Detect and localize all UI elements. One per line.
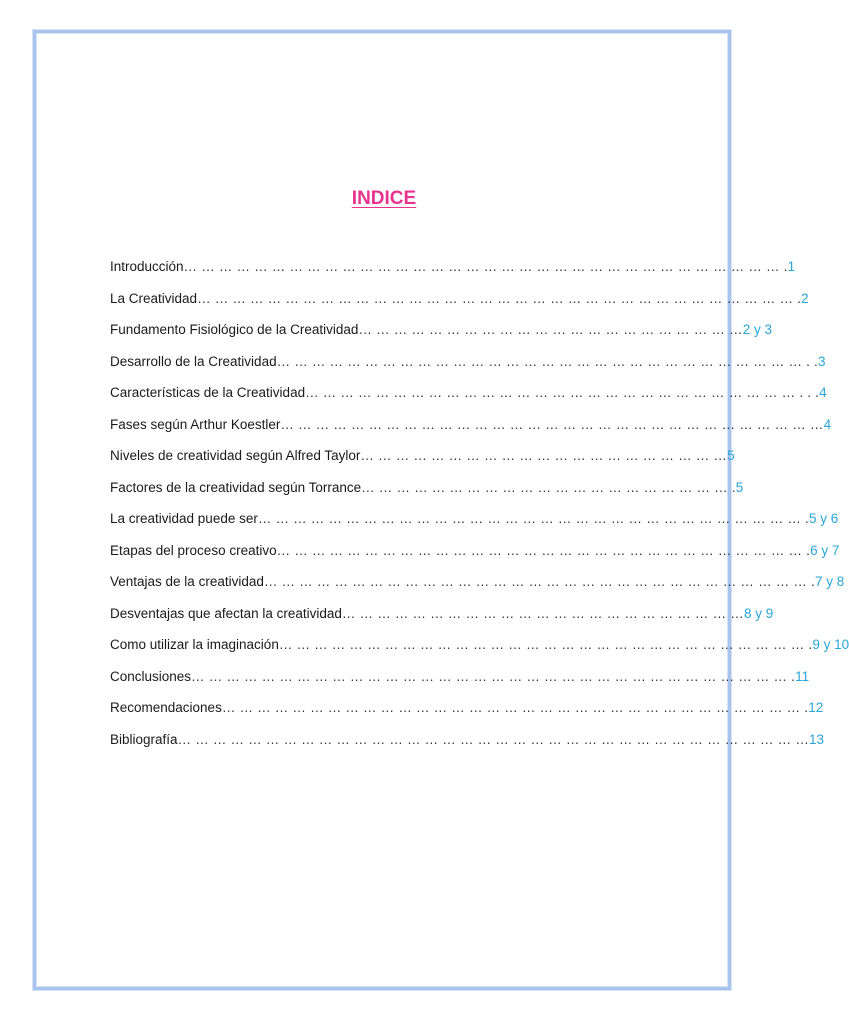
entry-title: Ventajas de la creatividad — [110, 574, 264, 589]
entry-leader: … … … … … … … … … … … … … … … … … … … … … … … … … … … … … … … . — [263, 574, 815, 589]
entry-leader: … … … … … … … … … … … … … … … … … … … … … … … … … … … … … … … . — [257, 511, 809, 526]
entry-title: Características de la Creatividad — [110, 385, 306, 400]
toc-entry — [110, 666, 810, 698]
entry-page-number: 6 y 7 — [810, 542, 840, 558]
toc-entry — [110, 288, 809, 320]
toc-entry — [110, 351, 826, 383]
toc-entry — [110, 729, 825, 761]
entry-leader: … … … … … … … … … … … … … … … … … … … … … … … … … … … … . . . — [305, 385, 820, 400]
entry-page-number: 2 y 3 — [742, 322, 773, 337]
toc-entry — [110, 414, 832, 446]
entry-page-number: 12 — [808, 700, 824, 715]
entry-page-number: 13 — [809, 731, 825, 747]
entry-leader: … … … … … … … … … … … … … … … … … … … … … … … … … … … … … … . . — [276, 353, 818, 369]
entry-leader: … … … … … … … … … … … … … … … … … … … … … … … … … … … … … … … … … … . — [191, 668, 796, 684]
toc-entry — [110, 319, 773, 351]
table-of-contents — [110, 256, 849, 760]
entry-page-number: 11 — [795, 668, 810, 684]
entry-title: Desventajas que afectan la creatividad — [110, 605, 342, 621]
page-title: INDICE — [351, 188, 417, 209]
entry-title: Como utilizar la imaginación — [110, 637, 279, 652]
toc-entry — [110, 603, 774, 635]
entry-title: Conclusiones — [110, 668, 192, 684]
entry-title: Fases según Arthur Koestler — [110, 416, 281, 432]
entry-leader: … … … … … … … … … … … … … … … … … … … … … … … … … … … … … … . — [278, 637, 813, 652]
entry-title: La Creatividad — [110, 290, 198, 306]
entry-leader: … … … … … … … … … … … … … … … … … … … … … … … … … … … … … … … … … … . — [183, 259, 788, 274]
entry-leader: … … … … … … … … … … … … … … … … … … … … … … … … … … … … … … … … … … … … — [177, 731, 810, 747]
entry-page-number: 4 — [823, 416, 832, 432]
toc-entry — [110, 697, 824, 729]
entry-leader: … … … … … … … … … … … … … … … … … … … … … … … … … … … … … … … … … . — [221, 700, 809, 715]
toc-entry — [110, 571, 845, 603]
entry-page-number: 2 — [801, 290, 809, 306]
toc-entry — [110, 508, 839, 540]
entry-leader: … … … … … … … … … … … … … … … … … … … … … — [360, 448, 728, 463]
entry-page-number: 5 — [735, 479, 744, 495]
entry-title: Fundamento Fisiológico de la Creatividad — [110, 322, 359, 337]
entry-title: Desarrollo de la Creatividad — [110, 353, 277, 369]
entry-title: La creatividad puede ser — [110, 511, 258, 526]
entry-title: Recomendaciones — [110, 700, 222, 715]
toc-entry — [110, 445, 735, 477]
entry-leader: … … … … … … … … … … … … … … … … … … … … … … … … … … … … … … … — [280, 416, 824, 432]
entry-page-number: 1 — [787, 259, 796, 274]
toc-entry — [110, 256, 796, 288]
entry-leader: … … … … … … … … … … … … … … … … … … … … … … … … … … … … … … . — [276, 542, 811, 558]
entry-page-number: 5 — [727, 448, 735, 463]
entry-title: Introducción — [110, 259, 184, 274]
entry-title: Bibliografía — [110, 731, 178, 747]
entry-leader: … … … … … … … … … … … … … … … … … … … … … … … — [341, 605, 744, 621]
entry-page-number: 8 y 9 — [743, 605, 774, 621]
toc-entry — [110, 540, 840, 572]
entry-leader: … … … … … … … … … … … … … … … … … … … … … . — [361, 479, 736, 495]
toc-entry — [110, 382, 827, 414]
toc-entry — [110, 634, 849, 666]
toc-entry — [110, 477, 744, 509]
entry-page-number: 7 y 8 — [814, 574, 845, 589]
entry-title: Etapas del proceso creativo — [110, 542, 277, 558]
entry-page-number: 4 — [819, 385, 827, 400]
entry-title: Niveles de creatividad según Alfred Taylor — [110, 448, 361, 463]
entry-leader: … … … … … … … … … … … … … … … … … … … … … … — [358, 322, 743, 337]
entry-title: Factores de la creatividad según Torrance — [110, 479, 362, 495]
entry-page-number: 5 y 6 — [808, 511, 839, 526]
entry-leader: … … … … … … … … … … … … … … … … … … … … … … … … … … … … … … … … … … . — [197, 290, 802, 306]
entry-page-number: 3 — [817, 353, 826, 369]
entry-page-number: 9 y 10 — [812, 637, 849, 652]
